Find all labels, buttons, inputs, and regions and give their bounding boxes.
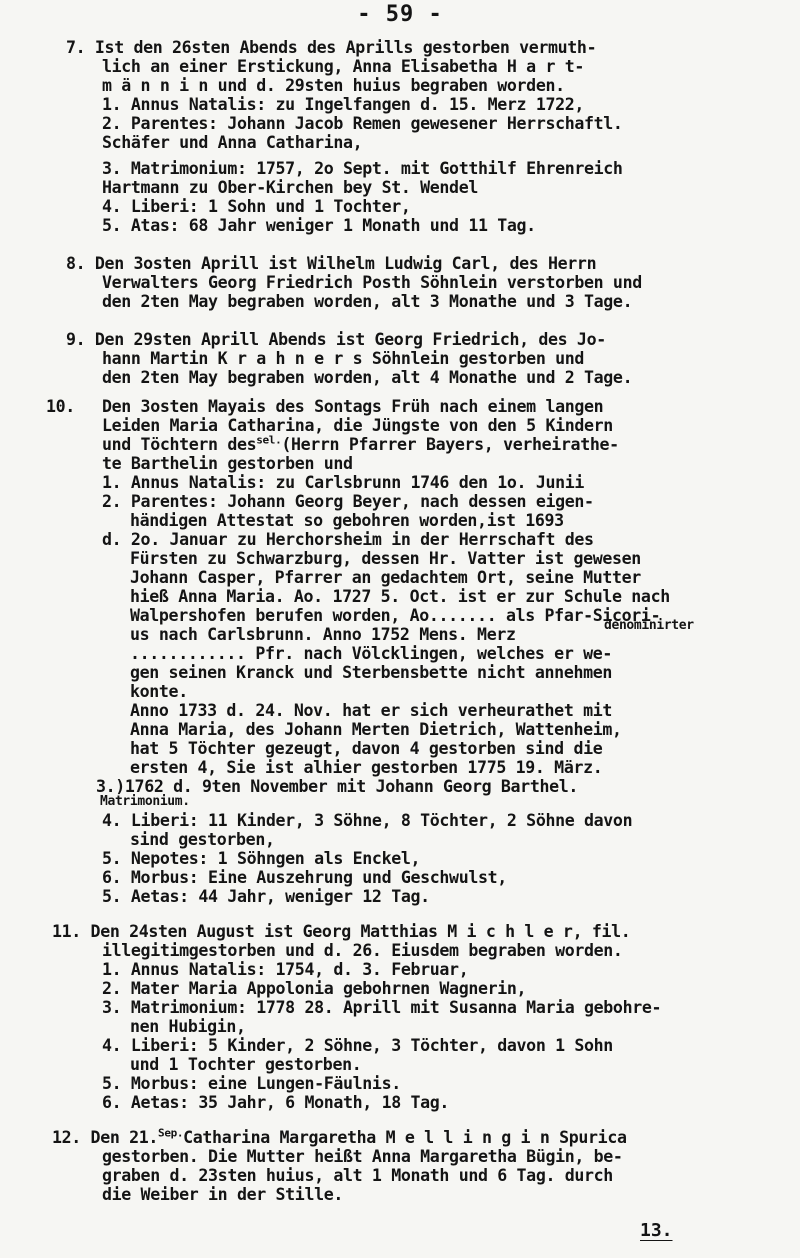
text-line: 1. Annus Natalis: zu Carlsbrunn 1746 den 1o. Junii <box>102 473 585 492</box>
text-line: Leiden Maria Catharina, die Jüngste von den 5 Kindern <box>102 416 613 435</box>
text-line: d. 2o. Januar zu Herchorsheim in der Herrschaft des <box>102 530 594 549</box>
text-line: Schäfer und Anna Catharina, <box>102 133 363 152</box>
text-line: graben d. 23sten huius, alt 1 Monath und 6 Tag. durch <box>102 1166 613 1185</box>
text-line: 5. Nepotes: 1 Söhngen als Enckel, <box>102 849 421 868</box>
text-line: 11. Den 24sten August ist Georg Matthias M i c h l e r, fil. <box>52 922 631 941</box>
text-line: nen Hubigin, <box>130 1017 246 1036</box>
text-line: 3.)1762 d. 9ten November mit Johann Georg Barthel. <box>96 777 579 796</box>
entry-number: 10. <box>46 397 75 416</box>
text-line <box>52 1128 627 1147</box>
text-line: Johann Casper, Pfarrer an gedachtem Ort, seine Mutter <box>130 568 641 587</box>
text-line: 6. Aetas: 35 Jahr, 6 Monath, 18 Tag. <box>102 1093 450 1112</box>
text-line: hieß Anna Maria. Ao. 1727 5. Oct. ist er zur Schule nach <box>130 587 670 606</box>
text-line: 1. Annus Natalis: 1754, d. 3. Februar, <box>102 960 469 979</box>
text-line: ersten 4, Sie ist alhier gestorben 1775 19. März. <box>130 758 603 777</box>
interlinear-note: denominirter <box>604 618 694 633</box>
text-fragment: Catharina Margaretha M e l l i n g i n Spurica <box>183 1128 627 1147</box>
text-line: 4. Liberi: 11 Kinder, 3 Söhne, 8 Töchter, 2 Söhne davon <box>102 811 633 830</box>
text-line: 9. Den 29sten Aprill Abends ist Georg Friedrich, des Jo- <box>66 330 606 349</box>
text-line: Verwalters Georg Friedrich Posth Söhnlein verstorben und <box>102 273 642 292</box>
text-line: den 2ten May begraben worden, alt 3 Monathe und 3 Tage. <box>102 292 633 311</box>
text-line: 5. Atas: 68 Jahr weniger 1 Monath und 11 Tag. <box>102 216 536 235</box>
text-line: Den 3osten Mayais des Sontags Früh nach einem langen <box>102 397 604 416</box>
text-line: sind gestorben, <box>130 830 275 849</box>
text-line: us nach Carlsbrunn. Anno 1752 Mens. Merz <box>130 625 516 644</box>
text-line: hann Martin K r a h n e r s Söhnlein gestorben und <box>102 349 585 368</box>
text-line: 2. Parentes: Johann Georg Beyer, nach dessen eigen- <box>102 492 594 511</box>
text-line: te Barthelin gestorben und <box>102 454 353 473</box>
text-line: die Weiber in der Stille. <box>102 1185 344 1204</box>
text-line: Matrimonium. <box>100 794 190 809</box>
text-line: hat 5 Töchter gezeugt, davon 4 gestorben sind die <box>130 739 603 758</box>
text-line: illegitimgestorben und d. 26. Eiusdem begraben worden. <box>102 941 623 960</box>
text-line: ............ Pfr. nach Völcklingen, welches er we- <box>130 644 613 663</box>
text-fragment: (Herrn Pfarrer Bayers, verheirathe- <box>281 435 619 454</box>
text-fragment: und Töchtern des <box>102 435 257 454</box>
text-line: Anno 1733 d. 24. Nov. hat er sich verheurathet mit <box>130 701 613 720</box>
text-line: den 2ten May begraben worden, alt 4 Monathe und 2 Tage. <box>102 368 633 387</box>
page-number: - 59 - <box>357 2 443 27</box>
text-line: 2. Parentes: Johann Jacob Remen gewesener Herrschaftl. <box>102 114 623 133</box>
text-line: 4. Liberi: 1 Sohn und 1 Tochter, <box>102 197 411 216</box>
catchword-footer: 13. <box>640 1220 673 1241</box>
text-line: gestorben. Die Mutter heißt Anna Margaretha Bügin, be- <box>102 1147 623 1166</box>
text-line: 1. Annus Natalis: zu Ingelfangen d. 15. Merz 1722, <box>102 95 585 114</box>
text-line: 6. Morbus: Eine Auszehrung und Geschwulst, <box>102 868 507 887</box>
text-fragment: 12. Den 21. <box>52 1128 159 1147</box>
superscript: sel. <box>256 433 282 447</box>
text-line: händigen Attestat so gebohren worden,ist 1693 <box>130 511 564 530</box>
text-line: 5. Aetas: 44 Jahr, weniger 12 Tag. <box>102 887 430 906</box>
text-line: Fürsten zu Schwarzburg, dessen Hr. Vatter ist gewesen <box>130 549 641 568</box>
text-line: Hartmann zu Ober-Kirchen bey St. Wendel <box>102 178 478 197</box>
text-line: 4. Liberi: 5 Kinder, 2 Söhne, 3 Töchter, davon 1 Sohn <box>102 1036 613 1055</box>
text-line <box>102 435 619 454</box>
text-line: Walpershofen berufen worden, Ao....... als Pfar-Sicori- <box>130 606 661 625</box>
text-line: 2. Mater Maria Appolonia gebohrnen Wagnerin, <box>102 979 527 998</box>
text-line: 3. Matrimonium: 1778 28. Aprill mit Susanna Maria gebohre- <box>102 998 662 1017</box>
text-line: 7. Ist den 26sten Abends des Aprills gestorben vermuth- <box>66 38 597 57</box>
text-line: m ä n n i n und d. 29sten huius begraben worden. <box>102 76 565 95</box>
text-line: 3. Matrimonium: 1757, 2o Sept. mit Gotthilf Ehrenreich <box>102 159 623 178</box>
text-line: 5. Morbus: eine Lungen-Fäulnis. <box>102 1074 401 1093</box>
superscript: Sep. <box>158 1126 184 1140</box>
text-line: lich an einer Erstickung, Anna Elisabetha H a r t- <box>102 57 585 76</box>
text-line: und 1 Tochter gestorben. <box>130 1055 362 1074</box>
text-line: konte. <box>130 682 188 701</box>
text-line: Anna Maria, des Johann Merten Dietrich, Wattenheim, <box>130 720 622 739</box>
text-line: 8. Den 3osten Aprill ist Wilhelm Ludwig Carl, des Herrn <box>66 254 597 273</box>
text-line: gen seinen Kranck und Sterbensbette nicht annehmen <box>130 663 613 682</box>
